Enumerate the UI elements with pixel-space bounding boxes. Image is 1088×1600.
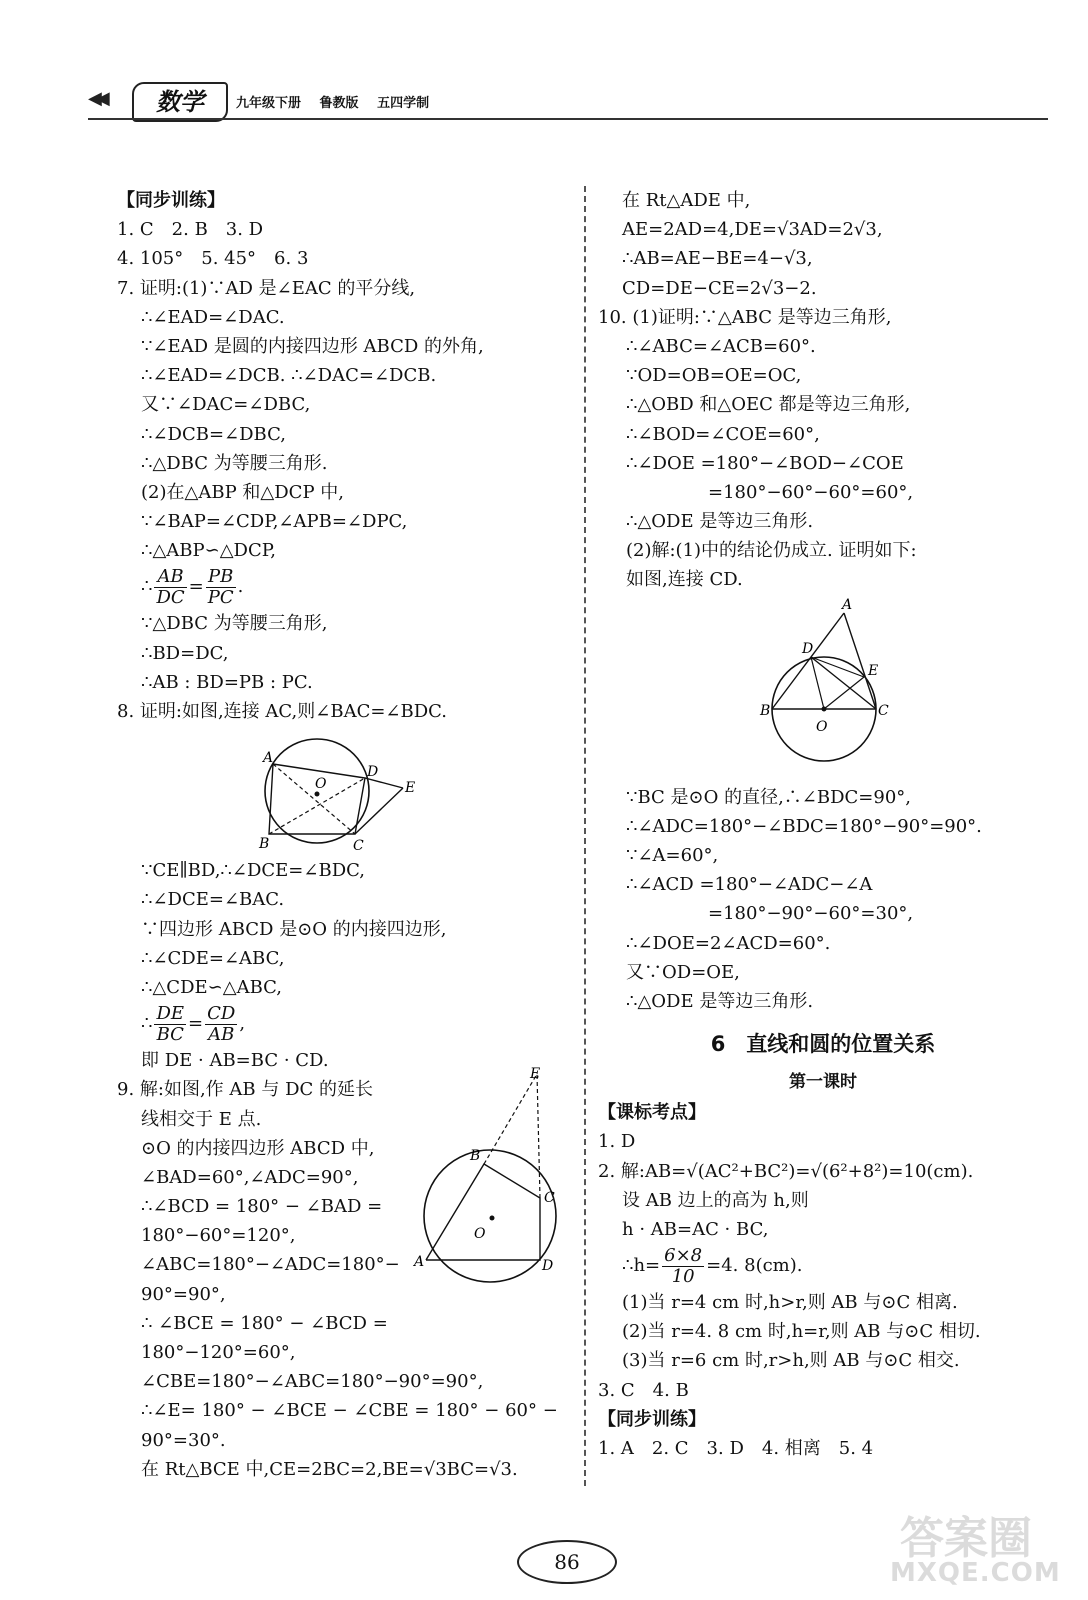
- text-line: ∠CBE=180°−∠ABC=180°−90°=90°,: [141, 1371, 484, 1393]
- fig10-label-a: A: [842, 596, 853, 613]
- text-line: ∵∠A=60°,: [626, 845, 719, 866]
- frac-prefix: ∴: [141, 576, 153, 598]
- text-line: 1. A 2. C 3. D 4. 相离 5. 4: [598, 1438, 874, 1459]
- text-line: 【同步训练】: [117, 190, 225, 211]
- fig9-label-a: A: [414, 1254, 425, 1270]
- text-line: ∵△DBC 为等腰三角形,: [141, 613, 328, 635]
- header-grade: 九年级下册: [236, 96, 302, 111]
- right-block-4: [598, 1288, 1048, 1463]
- watermark-bottom: MXQE.COM: [890, 1558, 1061, 1588]
- text-line: =180°−60°−60°=60°,: [708, 481, 914, 503]
- fig10-label-c: C: [878, 702, 889, 719]
- text-line: 在 Rt△ADE 中,: [622, 190, 751, 211]
- frac-eq: =: [188, 576, 204, 598]
- fraction-line-2: [117, 1002, 577, 1046]
- figure-10-diagram: [598, 595, 1048, 783]
- text-line: 如图,连接 CD.: [626, 569, 743, 591]
- fig9-label-b: B: [470, 1148, 481, 1164]
- text-line: 2. 解:AB=√(AC²+BC²)=√(6²+8²)=10(cm).: [598, 1160, 974, 1182]
- right-block-3: [598, 1098, 1048, 1244]
- text-line: ∴∠DCB=∠DBC,: [141, 423, 286, 445]
- fig8-label-b: B: [259, 836, 270, 853]
- text-line: ∴△OBD 和△OEC 都是等边三角形,: [626, 394, 911, 416]
- text-line: (1)当 r=4 cm 时,h>r,则 AB 与⊙C 相离.: [622, 1292, 958, 1314]
- sub-title: 第一课时: [789, 1072, 857, 1093]
- text-line: ∴∠EAD=∠DAC.: [141, 306, 285, 328]
- fraction-pb-pc: [206, 567, 236, 608]
- text-line: (2)解:(1)中的结论仍成立. 证明如下:: [626, 540, 917, 562]
- right-block-1: [598, 186, 1048, 595]
- text-line: ∴∠E= 180° − ∠BCE − ∠CBE = 180° − 60° −: [141, 1400, 558, 1422]
- frac-post: ,: [239, 1013, 246, 1035]
- text-line: 1. D: [598, 1131, 636, 1153]
- text-line: ∴∠BOD=∠COE=60°,: [626, 423, 820, 445]
- watermark-top: 答案圈: [900, 1513, 1032, 1564]
- text-line: ∴ ∠BCE = 180° − ∠BCD =: [141, 1312, 388, 1334]
- text-line: ∴∠DOE =180°−∠BOD−∠COE: [626, 452, 904, 474]
- text-line: 1. C 2. B 3. D: [117, 219, 264, 241]
- text-line: 10. (1)证明:∵△ABC 是等边三角形,: [598, 306, 892, 328]
- frac-den: BC: [156, 1023, 184, 1045]
- text-line: (3)当 r=6 cm 时,r>h,则 AB 与⊙C 相交.: [622, 1350, 960, 1372]
- text-line: ∵四边形 ABCD 是⊙O 的内接四边形,: [141, 918, 447, 940]
- fig8-label-e: E: [405, 780, 416, 797]
- frac-post: .: [237, 576, 244, 598]
- text-line: 9. 解:如图,作 AB 与 DC 的延长: [117, 1079, 373, 1101]
- fig10-label-b: B: [760, 702, 771, 719]
- text-line: ∴∠BCD = 180° − ∠BAD =: [141, 1196, 383, 1218]
- text-line: 8. 证明:如图,连接 AC,则∠BAC=∠BDC.: [117, 701, 448, 722]
- fig9-label-c: C: [544, 1190, 555, 1206]
- page-number: 86: [517, 1540, 617, 1584]
- text-line: ∵∠BAP=∠CDP,∠APB=∠DPC,: [141, 511, 408, 533]
- frac-den: PC: [207, 586, 234, 608]
- text-line: 3. C 4. B: [598, 1379, 689, 1401]
- watermark: [890, 1502, 1080, 1598]
- left-block-1: [117, 186, 577, 565]
- fig10-label-e: E: [868, 662, 879, 679]
- fraction-line-1: [117, 565, 577, 609]
- text-line: ∵BC 是⊙O 的直径,∴∠BDC=90°,: [626, 786, 912, 808]
- left-block-2: [117, 609, 577, 726]
- left-column: [117, 186, 577, 1484]
- header-rule: [88, 118, 1048, 120]
- subject-badge: 数学: [132, 82, 228, 122]
- text-line: ∴∠ABC=∠ACB=60°.: [626, 335, 816, 357]
- text-line: (2)在△ABP 和△DCP 中,: [141, 481, 345, 503]
- text-line: ∴∠DOE=2∠ACD=60°.: [626, 932, 831, 954]
- text-line: 180°−60°=120°,: [141, 1225, 296, 1247]
- text-line: ∴∠CDE=∠ABC,: [141, 947, 285, 969]
- text-line: ∠ABC=180°−∠ADC=180°−: [141, 1254, 400, 1276]
- figure-8: [117, 726, 577, 856]
- header-info: [236, 92, 443, 111]
- fraction-h: [662, 1246, 704, 1287]
- frac-den: DC: [156, 586, 185, 608]
- text-line: 【课标考点】: [598, 1102, 706, 1124]
- header-edition: 鲁教版: [319, 96, 359, 111]
- frac-num: 6×8: [664, 1244, 703, 1266]
- text-line: ∴∠ACD =180°−∠ADC−∠A: [626, 874, 873, 896]
- frac-num: CD: [207, 1002, 236, 1024]
- text-line: CD=DE−CE=2√3−2.: [622, 277, 817, 299]
- header-system: 五四学制: [377, 96, 430, 111]
- text-line: ∴BD=DC,: [141, 642, 229, 664]
- fraction-line-3: [598, 1244, 1048, 1288]
- text-line: 90°=30°.: [141, 1429, 226, 1451]
- figure-9-diagram: [412, 1066, 577, 1296]
- text-line: 4. 105° 5. 45° 6. 3: [117, 248, 309, 270]
- text-line: ∵∠EAD 是圆的内接四边形 ABCD 的外角,: [141, 335, 484, 357]
- fig8-label-d: D: [367, 764, 379, 781]
- text-line: ∴△DBC 为等腰三角形.: [141, 452, 328, 474]
- fraction-cd-ab: [205, 1004, 237, 1045]
- fig10-label-d: D: [802, 640, 814, 657]
- text-line: 90°=90°,: [141, 1283, 226, 1305]
- text-line: 设 AB 边上的高为 h,则: [622, 1189, 809, 1211]
- figure-8-diagram: [117, 726, 577, 856]
- frac-num: DE: [156, 1002, 185, 1024]
- page-header: [88, 78, 1048, 128]
- figure-10: [598, 595, 1048, 783]
- text-line: ∴△ODE 是等边三角形.: [626, 511, 814, 533]
- text-line: 又∵∠DAC=∠DBC,: [141, 394, 311, 416]
- text-line: =180°−90°−60°=30°,: [708, 903, 914, 925]
- fig8-label-o: O: [315, 776, 327, 793]
- text-line: 线相交于 E 点.: [141, 1108, 262, 1130]
- text-line: 又∵OD=OE,: [626, 961, 740, 983]
- header-arrows-icon: ◀◀: [88, 88, 104, 109]
- left-block-3: [117, 856, 577, 1002]
- text-line: ∴AB=AE−BE=4−√3,: [622, 248, 813, 270]
- frac-post: =4. 8(cm).: [706, 1255, 803, 1277]
- text-line: ∴∠DCE=∠BAC.: [141, 889, 285, 911]
- column-divider: [584, 186, 586, 1486]
- text-line: ∠BAD=60°,∠ADC=90°,: [141, 1166, 359, 1188]
- frac-den: 10: [671, 1265, 695, 1287]
- fig9-label-o: O: [474, 1226, 486, 1242]
- frac-num: PB: [206, 567, 236, 588]
- text-line: ∴△ABP∽△DCP,: [141, 540, 276, 562]
- text-line: AE=2AD=4,DE=√3AD=2√3,: [622, 219, 883, 241]
- frac-den: AB: [208, 1023, 235, 1045]
- fig8-label-a: A: [263, 750, 274, 767]
- fig9-label-d: D: [542, 1258, 554, 1274]
- text-line: ∴△ODE 是等边三角形.: [626, 990, 814, 1012]
- text-line: 即 DE · AB=BC · CD.: [141, 1050, 329, 1072]
- text-line: ∴△CDE∽△ABC,: [141, 976, 282, 998]
- right-block-2: [598, 783, 1048, 1017]
- text-line: 在 Rt△BCE 中,CE=2BC=2,BE=√3BC=√3.: [141, 1458, 518, 1480]
- frac-prefix: ∴: [141, 1013, 153, 1035]
- frac-num: AB: [154, 567, 186, 588]
- text-line: ∵OD=OB=OE=OC,: [626, 365, 802, 387]
- text-line: 7. 证明:(1)∵AD 是∠EAC 的平分线,: [117, 277, 416, 299]
- text-line: ⊙O 的内接四边形 ABCD 中,: [141, 1137, 375, 1159]
- text-line: ∴AB : BD=PB : PC.: [141, 671, 313, 693]
- fraction-ab-dc: [154, 567, 186, 608]
- text-line: h · AB=AC · BC,: [622, 1218, 769, 1240]
- fig10-label-o: O: [816, 718, 828, 735]
- text-line: 180°−120°=60°,: [141, 1342, 296, 1363]
- text-line: 【同步训练】: [598, 1408, 706, 1430]
- frac-prefix: ∴h=: [622, 1255, 661, 1277]
- fig8-label-c: C: [353, 838, 364, 855]
- text-line: ∴∠ADC=180°−∠BDC=180°−90°=90°.: [626, 815, 982, 837]
- fig9-label-e: E: [530, 1066, 541, 1082]
- text-line: ∵CE∥BD,∴∠DCE=∠BDC,: [141, 860, 365, 882]
- right-column: [598, 186, 1048, 1463]
- section-title: 6 直线和圆的位置关系: [710, 1032, 936, 1057]
- fraction-de-bc: [154, 1004, 186, 1045]
- text-line: (2)当 r=4. 8 cm 时,h=r,则 AB 与⊙C 相切.: [622, 1321, 981, 1343]
- frac-eq: =: [188, 1013, 204, 1035]
- text-line: ∴∠EAD=∠DCB. ∴∠DAC=∠DCB.: [141, 365, 437, 387]
